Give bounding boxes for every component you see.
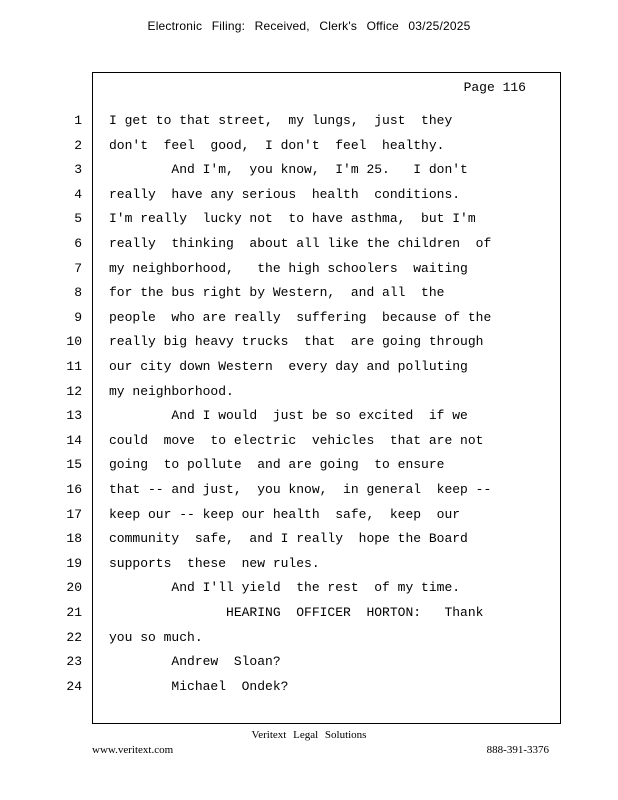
line-number: 7 — [74, 260, 82, 276]
line-number: 17 — [66, 506, 82, 522]
line-number: 15 — [66, 457, 82, 473]
footer-website: www.veritext.com — [92, 744, 174, 756]
line-text: really thinking about all like the children of — [109, 236, 492, 251]
footer-phone: 888-391-3376 — [486, 744, 549, 756]
line-text: don't feel good, I don't feel healthy. — [109, 137, 445, 153]
line-text: And I would just be so excited if we — [109, 408, 468, 424]
line-text: HEARING OFFICER HORTON: Thank — [109, 605, 484, 620]
line-text: Michael Ondek? — [109, 678, 289, 694]
line-text: really big heavy trucks that are going through — [109, 334, 484, 350]
line-number: 24 — [66, 678, 82, 694]
line-text: community safe, and I really hope the Board — [109, 531, 468, 547]
line-text: our city down Western every day and polluting — [109, 359, 468, 374]
line-text: for the bus right by Western, and all the — [109, 285, 445, 301]
line-number: 14 — [66, 432, 82, 448]
footer-company: Veritext Legal Solutions — [251, 729, 367, 741]
line-number: 16 — [66, 482, 82, 497]
line-text: could move to electric vehicles that are not — [109, 432, 484, 448]
line-number: 22 — [66, 629, 82, 645]
line-text: And I'm, you know, I'm 25. I don't — [109, 162, 468, 178]
line-number: 9 — [74, 309, 82, 325]
line-number: 18 — [66, 531, 82, 547]
line-text: Andrew Sloan? — [109, 654, 281, 670]
line-text: And I'll yield the rest of my time. — [109, 580, 461, 596]
line-number: 6 — [74, 236, 82, 251]
line-text: my neighborhood. — [109, 383, 234, 399]
line-number: 19 — [66, 555, 82, 571]
line-number: 3 — [74, 162, 82, 178]
line-number: 4 — [74, 186, 82, 202]
filing-header: Electronic Filing: Received, Clerk's Office 03/25/2025 — [147, 19, 471, 33]
line-number: 23 — [66, 654, 82, 670]
line-number: 11 — [66, 359, 82, 374]
line-number: 12 — [66, 383, 82, 399]
line-text: my neighborhood, the high schoolers waiting — [109, 260, 468, 276]
line-text: supports these new rules. — [109, 555, 320, 571]
line-number: 2 — [74, 137, 82, 153]
line-number: 20 — [66, 580, 82, 596]
line-number: 10 — [66, 334, 82, 350]
line-number: 1 — [74, 113, 82, 128]
line-text: that -- and just, you know, in general keep -- — [109, 482, 492, 497]
line-number: 21 — [66, 605, 82, 620]
line-number: 8 — [74, 285, 82, 301]
line-text: people who are really suffering because of the — [109, 309, 492, 325]
page-number: Page 116 — [463, 80, 526, 95]
line-number: 13 — [66, 408, 82, 424]
line-number: 5 — [74, 211, 82, 227]
line-text: I get to that street, my lungs, just they — [109, 113, 453, 128]
line-text: really have any serious health conditions. — [109, 186, 461, 202]
line-text: going to pollute and are going to ensure — [109, 457, 445, 473]
line-text: I'm really lucky not to have asthma, but I'm — [109, 211, 476, 227]
line-text: you so much. — [109, 629, 203, 645]
line-text: keep our -- keep our health safe, keep our — [109, 506, 461, 522]
